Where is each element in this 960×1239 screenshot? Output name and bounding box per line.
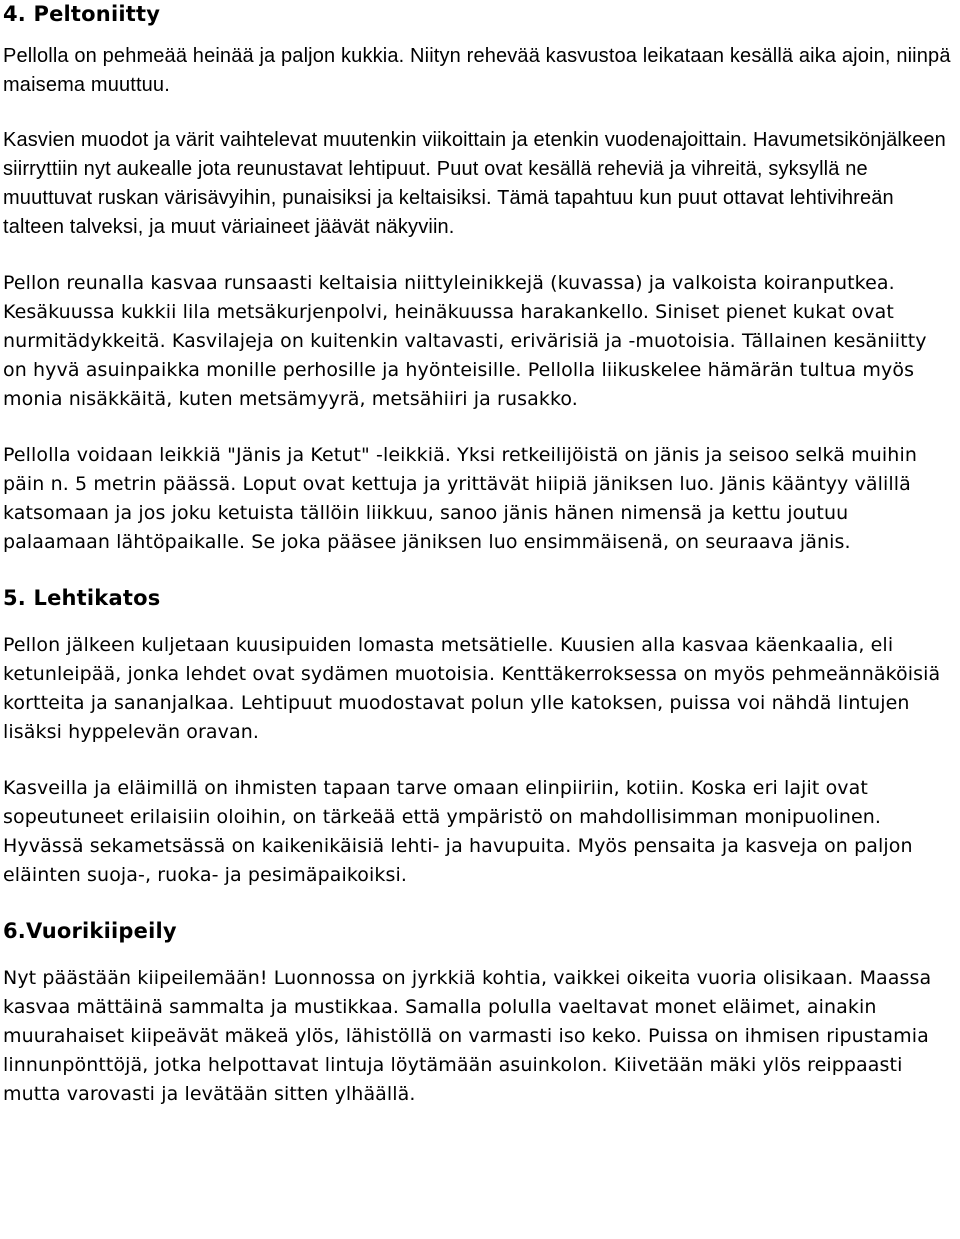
section-heading: 6.Vuorikiipeily — [3, 919, 177, 943]
paragraph: Pellon reunalla kasvaa runsaasti keltaisia niittyleinikkejä (kuvassa) ja valkoista koiranputkea. Kesäkuussa kukkii lila metsäkurjenpolvi, heinäkuussa harakankello. Siniset pienet kukat ovat nurmitädykkeitä. Kasvilajeja on kuitenkin valtavasti, erivärisiä ja -muotoisia. Tällainen kesäniitty on hyvä asuinpaikka monille perhosille ja hyönteisille. Pellolla liikuskelee hämärän tultua myös monia nisäkkäitä, kuten metsämyyrä, metsähiiri ja rusakko. — [3, 272, 927, 410]
paragraph: Kasvien muodot ja värit vaihtelevat muutenkin viikoittain ja etenkin vuodenajoittain. Havumetsikönjälkeen siirryttiin nyt aukealle jota reunustavat lehtipuut. Puut ovat kesällä reheviä ja vihreitä, syksyllä ne muuttuvat ruskan värisävyihin, punaisiksi ja keltaisiksi. Tämä tapahtuu kun puut ottavat lehtivihreän talteen talveksi, ja muut väriaineet jäävät näkyviin. — [3, 129, 946, 238]
section-heading: 5. Lehtikatos — [3, 586, 161, 610]
paragraph: Pellon jälkeen kuljetaan kuusipuiden lomasta metsätielle. Kuusien alla kasvaa käenkaalia, eli ketunleipää, jonka lehdet ovat sydämen muotoisia. Kenttäkerroksessa on myös pehmeännäköisiä kortteita ja sananjalkaa. Lehtipuut muodostavat polun ylle katoksen, puissa voi nähdä lintujen lisäksi hyppelevän oravan. — [3, 634, 941, 743]
section-heading: 4. Peltoniitty — [3, 2, 161, 26]
paragraph: Kasveilla ja eläimillä on ihmisten tapaan tarve omaan elinpiiriin, kotiin. Koska eri lajit ovat sopeutuneet erilaisiin oloihin, on tärkeää että ympäristö on mahdollisimman monipuolinen. Hyvässä sekametsässä on kaikenikäisiä lehti- ja havupuita. Myös pensaita ja kasveja on paljon eläinten suoja-, ruoka- ja pesimäpaikoiksi. — [3, 777, 913, 886]
paragraph: Nyt päästään kiipeilemään! Luonnossa on jyrkkiä kohtia, vaikkei oikeita vuoria olisikaan. Maassa kasvaa mättäinä sammalta ja mustikkaa. Samalla polulla vaeltavat monet eläimet, ainakin muurahaiset kiipeävät mäkeä ylös, lähistöllä on varmasti iso keko. Puissa on ihmisen ripustamia linnunpönttöjä, jotka helpottavat lintuja löytämään asuinkolon. Kiivetään mäki ylös reippaasti mutta varovasti ja levätään sitten ylhäällä. — [3, 967, 932, 1105]
paragraph: Pellolla voidaan leikkiä "Jänis ja Ketut" -leikkiä. Yksi retkeilijöistä on jänis ja seisoo selkä muihin päin n. 5 metrin päässä. Loput ovat kettuja ja yrittävät hiipiä jäniksen luo. Jänis kääntyy välillä katsomaan ja jos joku ketuista tällöin liikkuu, sanoo jänis hänen nimensä ja kettu joutuu palaamaan lähtöpaikalle. Se joka pääsee jäniksen luo ensimmäisenä, on seuraava jänis. — [3, 444, 917, 553]
paragraph: Pellolla on pehmeää heinää ja paljon kukkia. Niityn rehevää kasvustoa leikataan kesällä aika ajoin, niinpä maisema muuttuu. — [3, 45, 951, 96]
